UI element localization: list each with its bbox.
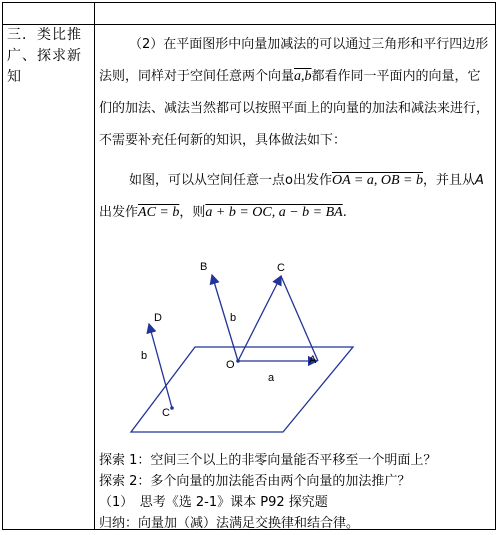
segment-ca <box>281 276 318 361</box>
paragraph-intro-tail: 都看作同一平面内的向量，它们的加法、减法当然都可以按照平面上的向量的加法和减法来进行，不需要补充任何新的知识，具体做法如下： <box>99 69 490 148</box>
plane-parallelogram <box>131 347 353 432</box>
construction-text-d: 出发作 <box>99 205 139 220</box>
equation-sum-diff: a + b = OC, a − b = BA <box>205 205 343 220</box>
point-c-dot <box>170 406 174 410</box>
vector-oc <box>238 276 281 361</box>
point-o: o <box>285 173 293 188</box>
equation-oa-ob: OA = a, OB = b <box>332 173 423 188</box>
label-a-vector: a <box>268 372 275 384</box>
construction-text-c: ，并且从 <box>422 173 475 188</box>
point-a: A <box>474 173 484 188</box>
construction-end: . <box>342 205 347 220</box>
explore-2: 探索 2：多个向量的加法能否由两个向量的加法推广？ <box>99 474 411 489</box>
summary: 归纳：向量加（减）法满足交换律和结合律。 <box>99 516 360 531</box>
explore-1: 探索 1：空间三个以上的非零向量能否平移至一个明面上？ <box>99 453 437 468</box>
label-b-point: B <box>200 261 208 273</box>
explore-3: （1） 思考《选 2-1》课本 P92 探究题 <box>99 495 328 510</box>
construction-text-e: ，则 <box>179 205 206 220</box>
label-b-vector: b <box>230 312 237 324</box>
label-c-lower-point: C <box>162 407 170 419</box>
label-d-point: D <box>154 312 162 324</box>
point-o-dot <box>236 359 240 363</box>
equation-ac: AC = b <box>138 205 180 220</box>
construction-text-a: 如图，可以从空间任意一点 <box>129 173 286 188</box>
paragraph-intro-text: （2）在平面图形中向量加减法的可以通过三角形和平行四边形法则，同样对于空间任意两个向量 <box>99 37 489 84</box>
vector-cd <box>149 324 172 408</box>
label-c-point: C <box>277 262 285 274</box>
label-o-point: O <box>226 359 235 371</box>
section-title: 三．类比推广、探求新知 <box>7 27 82 85</box>
label-b-vector-2: b <box>141 350 148 362</box>
vectors-ab: a,b <box>294 69 312 84</box>
label-a-point: A <box>309 354 317 366</box>
construction-text-b: 出发作 <box>292 173 332 188</box>
